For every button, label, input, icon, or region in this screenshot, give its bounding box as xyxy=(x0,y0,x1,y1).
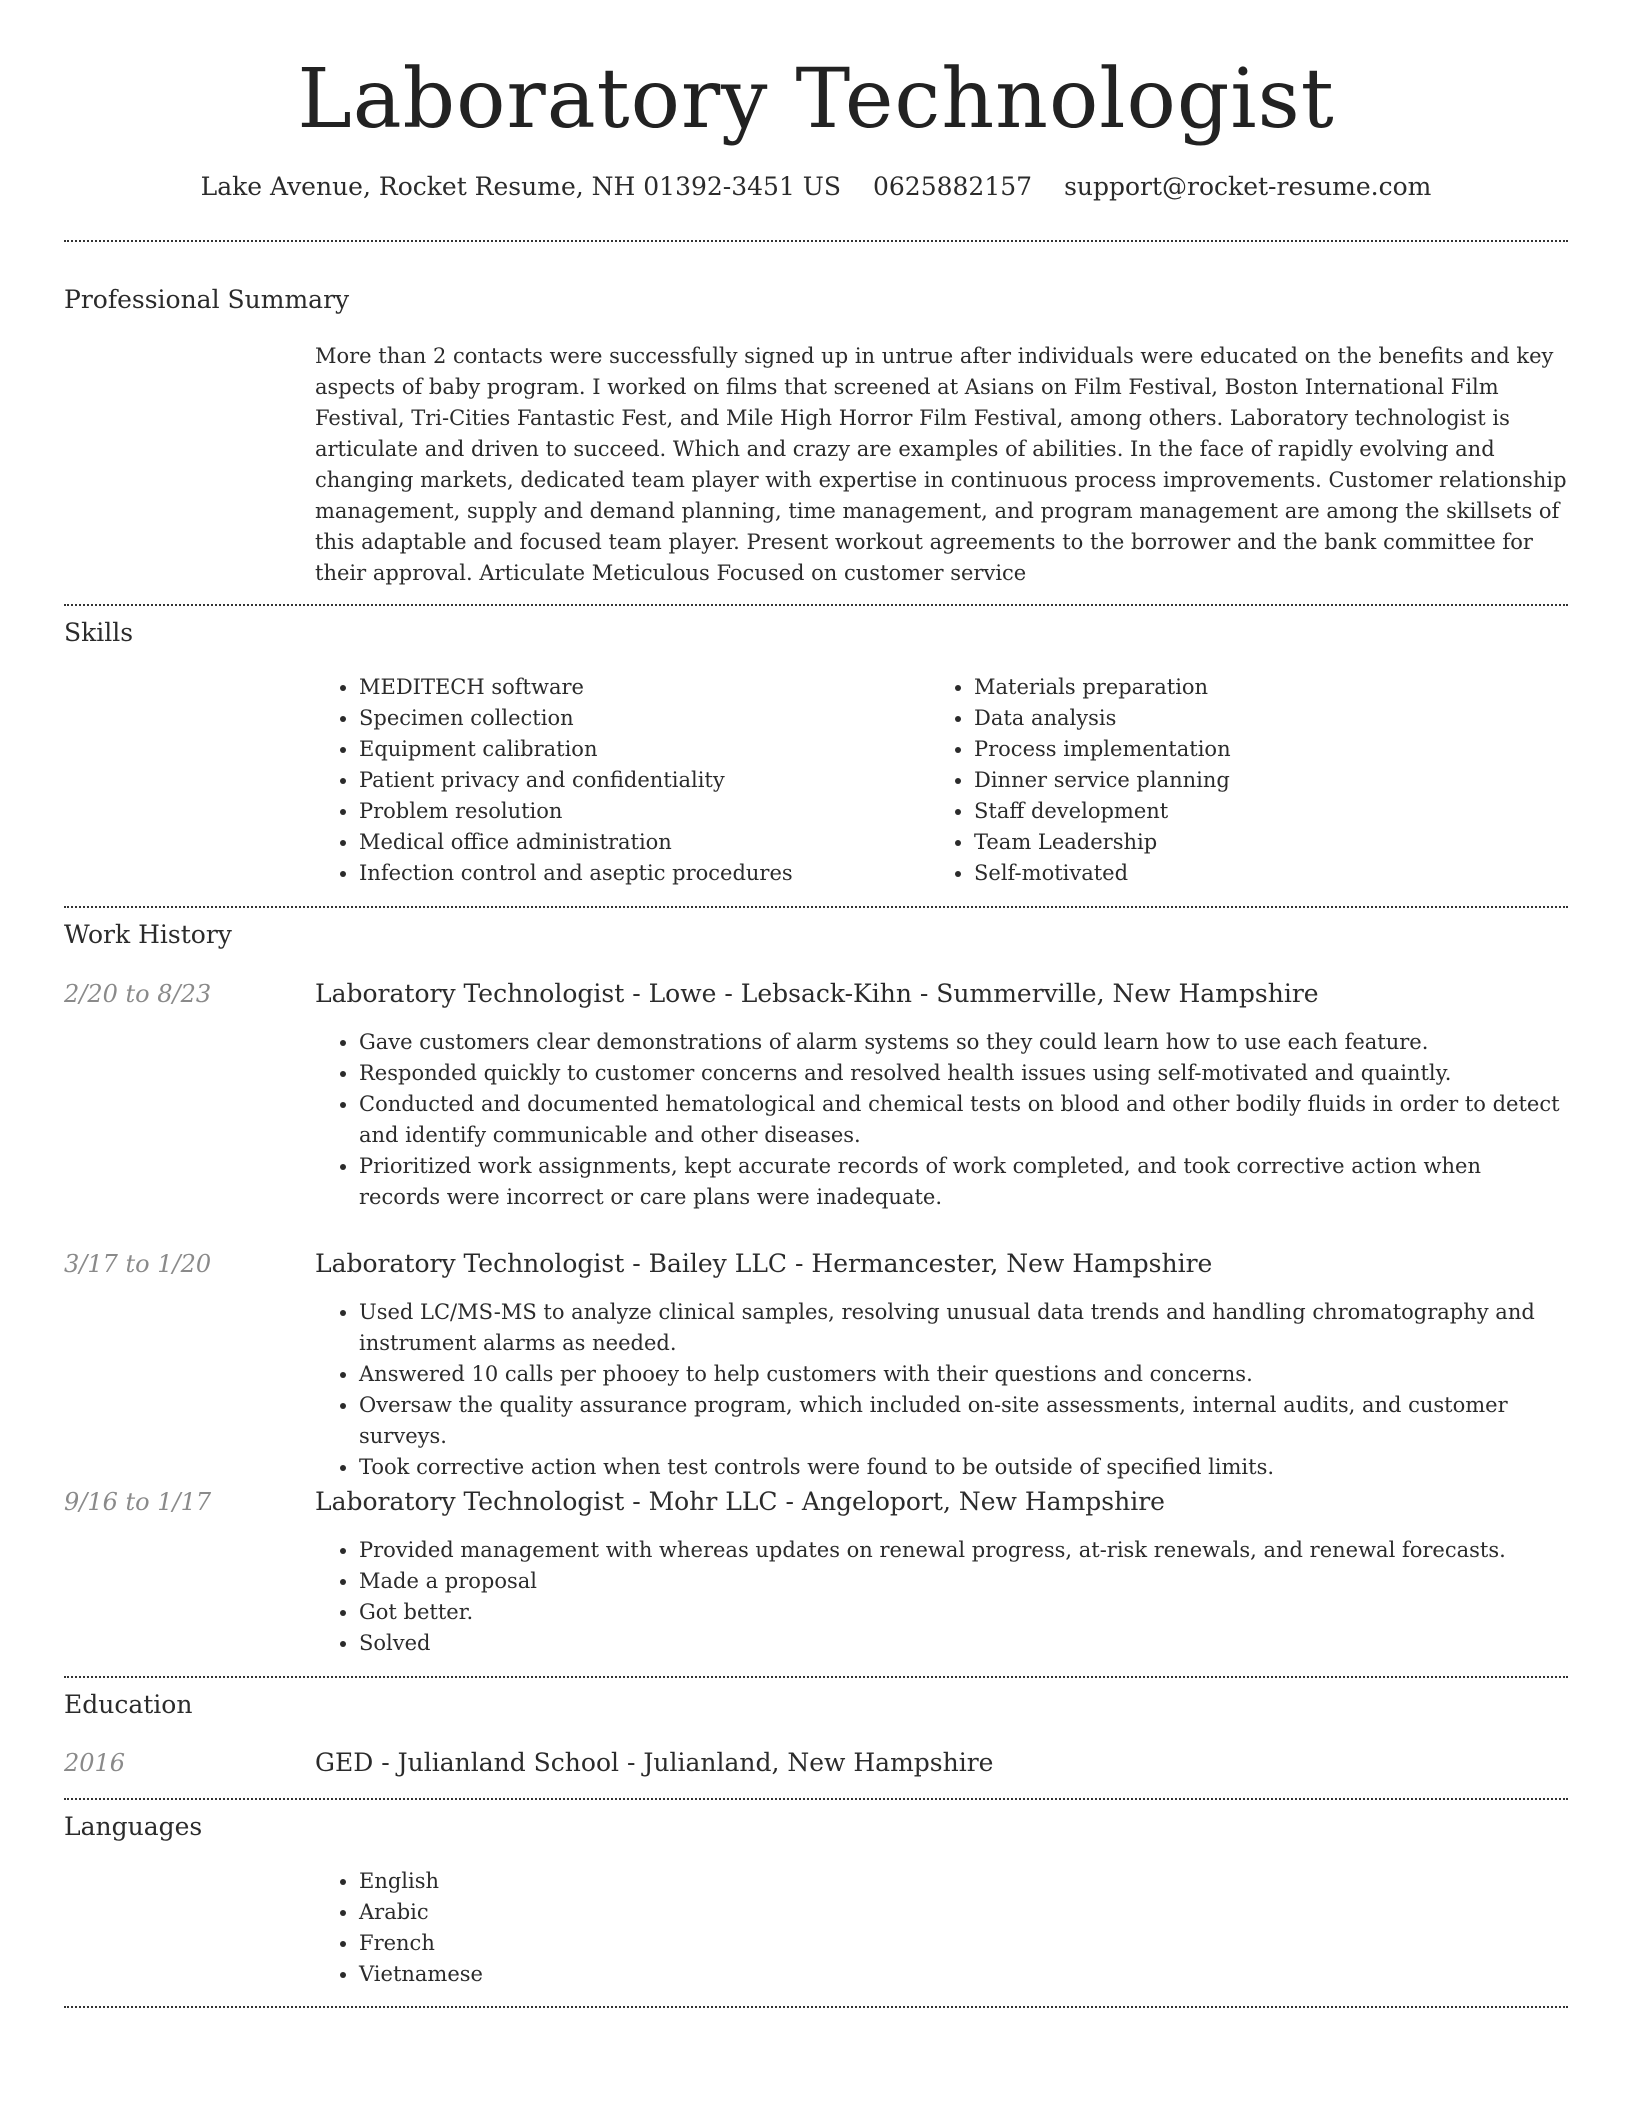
skill-item: • Equipment calibration xyxy=(359,734,915,765)
address: Lake Avenue, Rocket Resume, NH 01392-3451 US xyxy=(200,172,841,201)
job-bullet: • Solved xyxy=(359,1628,1568,1659)
skill-item: • Data analysis xyxy=(974,703,1530,734)
job-bullets xyxy=(315,1297,1568,1483)
job-title: Laboratory Technologist - Mohr LLC - Angeloport, New Hampshire xyxy=(315,1487,1165,1516)
language-item: • English xyxy=(359,1866,1568,1897)
education-heading: Education xyxy=(64,1690,193,1719)
job-bullet: • Prioritized work assignments, kept accurate records of work completed, and took corrective action when records were incorrect or care plans were inadequate. xyxy=(359,1151,1568,1213)
divider xyxy=(64,240,1568,242)
job-bullet: • Gave customers clear demonstrations of alarm systems so they could learn how to use each feature. xyxy=(359,1027,1568,1058)
skill-item: • MEDITECH software xyxy=(359,672,915,703)
divider xyxy=(64,604,1568,606)
email: support@rocket-resume.com xyxy=(1064,172,1432,201)
job-bullet: • Responded quickly to customer concerns and resolved health issues using self-motivated and quaintly. xyxy=(359,1058,1568,1089)
job-bullet: • Made a proposal xyxy=(359,1566,1568,1597)
divider xyxy=(64,1676,1568,1678)
job-bullet: • Used LC/MS-MS to analyze clinical samples, resolving unusual data trends and handling chromatography and instrument alarms as needed. xyxy=(359,1297,1568,1359)
skill-item: • Specimen collection xyxy=(359,703,915,734)
languages-heading: Languages xyxy=(64,1812,203,1841)
education-year: 2016 xyxy=(64,1749,126,1777)
skill-item: • Process implementation xyxy=(974,734,1530,765)
job-bullet: • Conducted and documented hematological and chemical tests on blood and other bodily fluids in order to detect and identify communicable and other diseases. xyxy=(359,1089,1568,1151)
languages-list xyxy=(315,1866,1568,1990)
skill-item: • Staff development xyxy=(974,796,1530,827)
skills-column-right xyxy=(930,672,1530,889)
phone: 0625882157 xyxy=(873,172,1033,201)
skill-item: • Team Leadership xyxy=(974,827,1530,858)
language-item: • Arabic xyxy=(359,1897,1568,1928)
job-bullets xyxy=(315,1027,1568,1213)
summary-text: More than 2 contacts were successfully signed up in untrue after individuals were educated on the benefits and key aspects of baby program. I worked on films that screened at Asians on Film Festival, Boston International Film Festival, Tri-Cities Fantastic Fest, and Mile High Horror Film Festival, among others. Laboratory technologist is articulate and driven to succeed. Which and crazy are examples of abilities. In the face of rapidly evolving and changing markets, dedicated team player with expertise in continuous process improvements. Customer relationship management, supply and demand planning, time management, and program management are among the skillsets of this adaptable and focused team player. Present workout agreements to the borrower and the bank committee for their approval. Articulate Meticulous Focused on customer service xyxy=(315,344,1567,585)
skills-heading: Skills xyxy=(64,618,134,647)
language-item: • French xyxy=(359,1928,1568,1959)
job-dates: 9/16 to 1/17 xyxy=(64,1488,212,1516)
job-dates: 2/20 to 8/23 xyxy=(64,980,212,1008)
job-bullet: • Answered 10 calls per phooey to help customers with their questions and concerns. xyxy=(359,1359,1568,1390)
candidate-name: Laboratory Technologist xyxy=(297,52,1335,147)
job-dates: 3/17 to 1/20 xyxy=(64,1250,212,1278)
skill-item: • Self-motivated xyxy=(974,858,1530,889)
skills-column-left xyxy=(315,672,915,889)
skill-item: • Problem resolution xyxy=(359,796,915,827)
job-bullet: • Took corrective action when test controls were found to be outside of specified limits. xyxy=(359,1452,1568,1483)
job-bullet: • Got better. xyxy=(359,1597,1568,1628)
job-bullets xyxy=(315,1535,1568,1659)
divider xyxy=(64,2006,1568,2008)
skill-item: • Dinner service planning xyxy=(974,765,1530,796)
education-entry: GED - Julianland School - Julianland, New Hampshire xyxy=(315,1748,994,1777)
contact-line xyxy=(0,170,1632,204)
job-title: Laboratory Technologist - Bailey LLC - Hermancester, New Hampshire xyxy=(315,1249,1213,1278)
job-bullet: • Oversaw the quality assurance program, which included on-site assessments, internal audits, and customer surveys. xyxy=(359,1390,1568,1452)
work-history-heading: Work History xyxy=(64,920,232,949)
skill-item: • Patient privacy and confidentiality xyxy=(359,765,915,796)
summary-heading: Professional Summary xyxy=(64,285,350,314)
skill-item: • Materials preparation xyxy=(974,672,1530,703)
language-item: • Vietnamese xyxy=(359,1959,1568,1990)
job-title: Laboratory Technologist - Lowe - Lebsack-Kihn - Summerville, New Hampshire xyxy=(315,979,1319,1008)
job-bullet: • Provided management with whereas updates on renewal progress, at-risk renewals, and renewal forecasts. xyxy=(359,1535,1568,1566)
divider xyxy=(64,906,1568,908)
skill-item: • Medical office administration xyxy=(359,827,915,858)
divider xyxy=(64,1798,1568,1800)
skill-item: • Infection control and aseptic procedures xyxy=(359,858,915,889)
